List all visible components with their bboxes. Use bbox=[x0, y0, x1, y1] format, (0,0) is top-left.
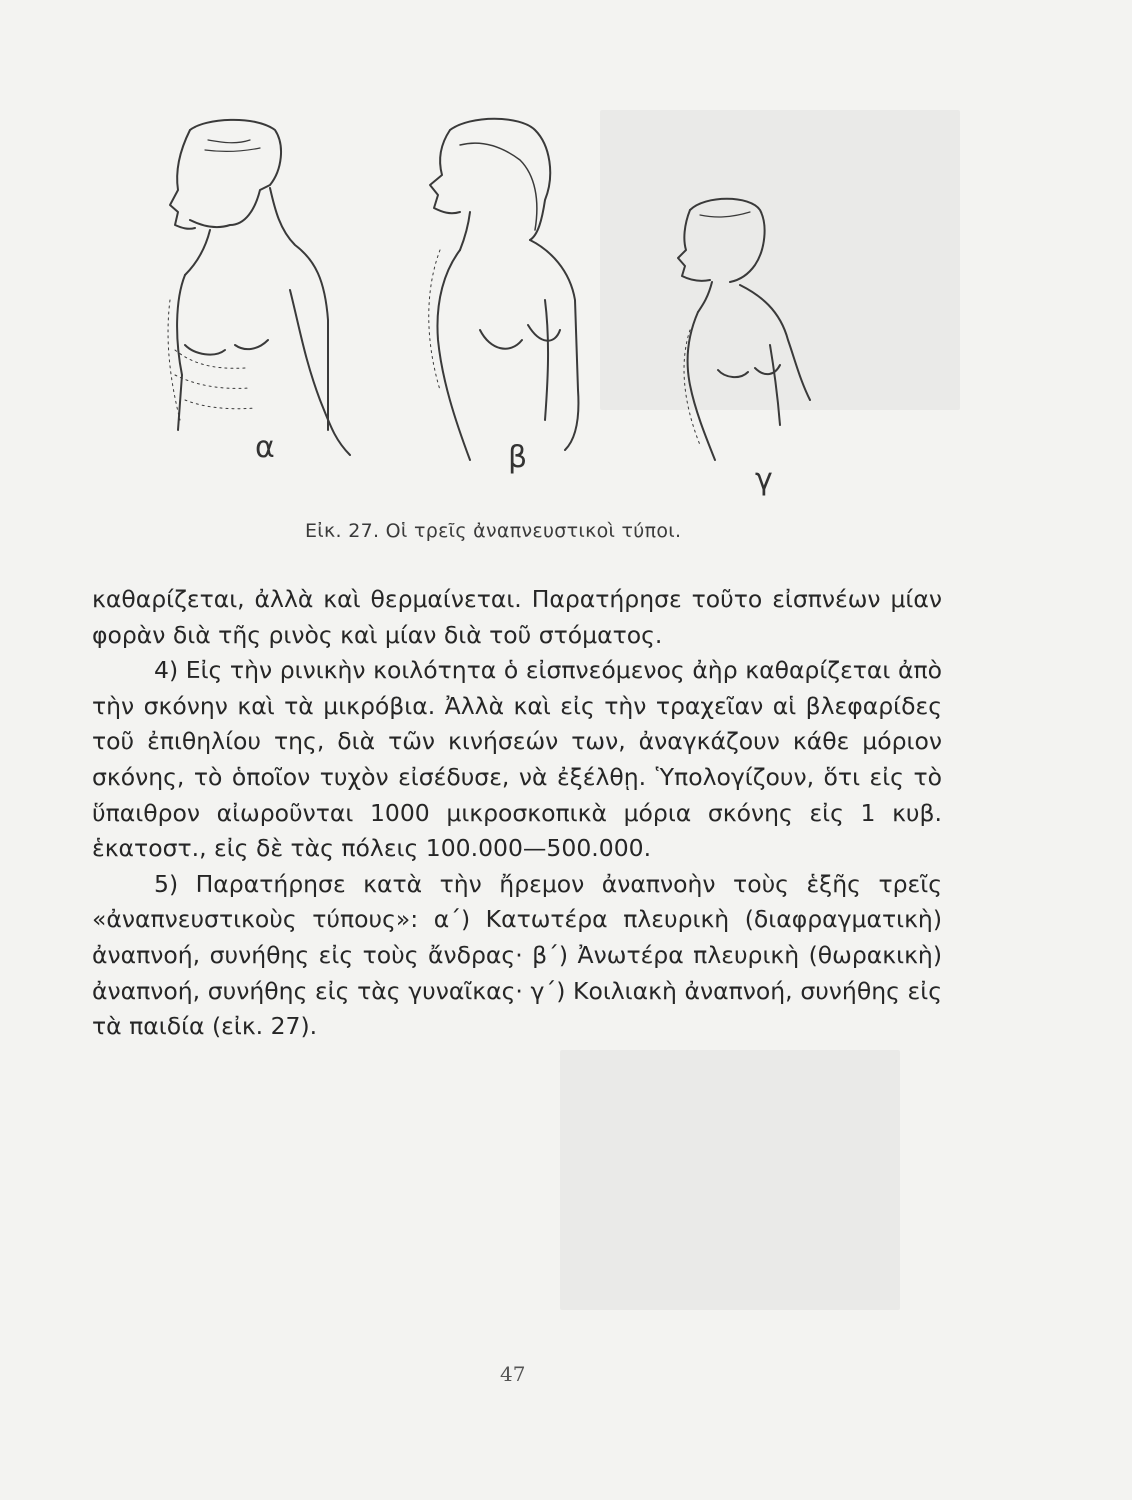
figure-caption: Εἰκ. 27. Οἱ τρεῖς ἀναπνευστικοὶ τύποι. bbox=[305, 520, 682, 542]
paragraph-4: 4) Εἰς τὴν ρινικὴν κοιλότητα ὁ εἰσπνεόμενος ἀὴρ καθαρίζεται ἀπὸ τὴν σκόνην καὶ τὰ μικρόβια. Ἀλλὰ καὶ εἰς τὴν τραχεῖαν αἱ βλεφαρίδες τοῦ ἐπιθηλίου της, διὰ τῶν κινήσεών των, ἀναγκάζουν κάθε μόριον σκόνης, τὸ ὁποῖον τυχὸν εἰσέδυσε, νὰ ἐξέλθῃ. Ὑπολογίζουν, ὅτι εἰς τὸ ὕπαιθρον αἰωροῦνται 1000 μικροσκοπικὰ μόρια σκόνης εἰς 1 κυβ. ἑκατοστ., εἰς δὲ τὰς πόλεις 100.000—500.000. bbox=[92, 656, 942, 863]
paragraph-5: 5) Παρατήρησε κατὰ τὴν ἤρεμον ἀναπνοὴν τοὺς ἑξῆς τρεῖς «ἀναπνευστικοὺς τύπους»: α΄) Κατωτέρα πλευρικὴ (διαφραγματικὴ) ἀναπνοή, συνήθης εἰς τοὺς ἄνδρας· β΄) Ἀνωτέρα πλευρικὴ (θωρακικὴ) ἀναπνοή, συνήθης εἰς τὰς γυναῖκας· γ΄) Κοιλιακὴ ἀναπνοή, συνήθης εἰς τὰ παιδία (εἰκ. 27). bbox=[92, 869, 942, 1041]
figure-label-beta: β bbox=[508, 440, 528, 475]
woman-figure bbox=[429, 119, 579, 460]
man-figure bbox=[168, 120, 350, 455]
figure-label-gamma: γ bbox=[755, 462, 773, 497]
body-text bbox=[92, 582, 942, 1045]
figure-label-alpha: α bbox=[255, 430, 275, 465]
breathing-types-figure bbox=[150, 100, 870, 500]
bleed-through-shade bbox=[560, 1050, 900, 1310]
child-figure bbox=[678, 199, 810, 460]
page-number: 47 bbox=[500, 1362, 526, 1386]
paragraph-continuation: καθαρίζεται, ἀλλὰ καὶ θερμαίνεται. Παρατήρησε τοῦτο εἰσπνέων μίαν φορὰν διὰ τῆς ρινὸς καὶ μίαν διὰ τοῦ στόματος. bbox=[92, 585, 942, 649]
